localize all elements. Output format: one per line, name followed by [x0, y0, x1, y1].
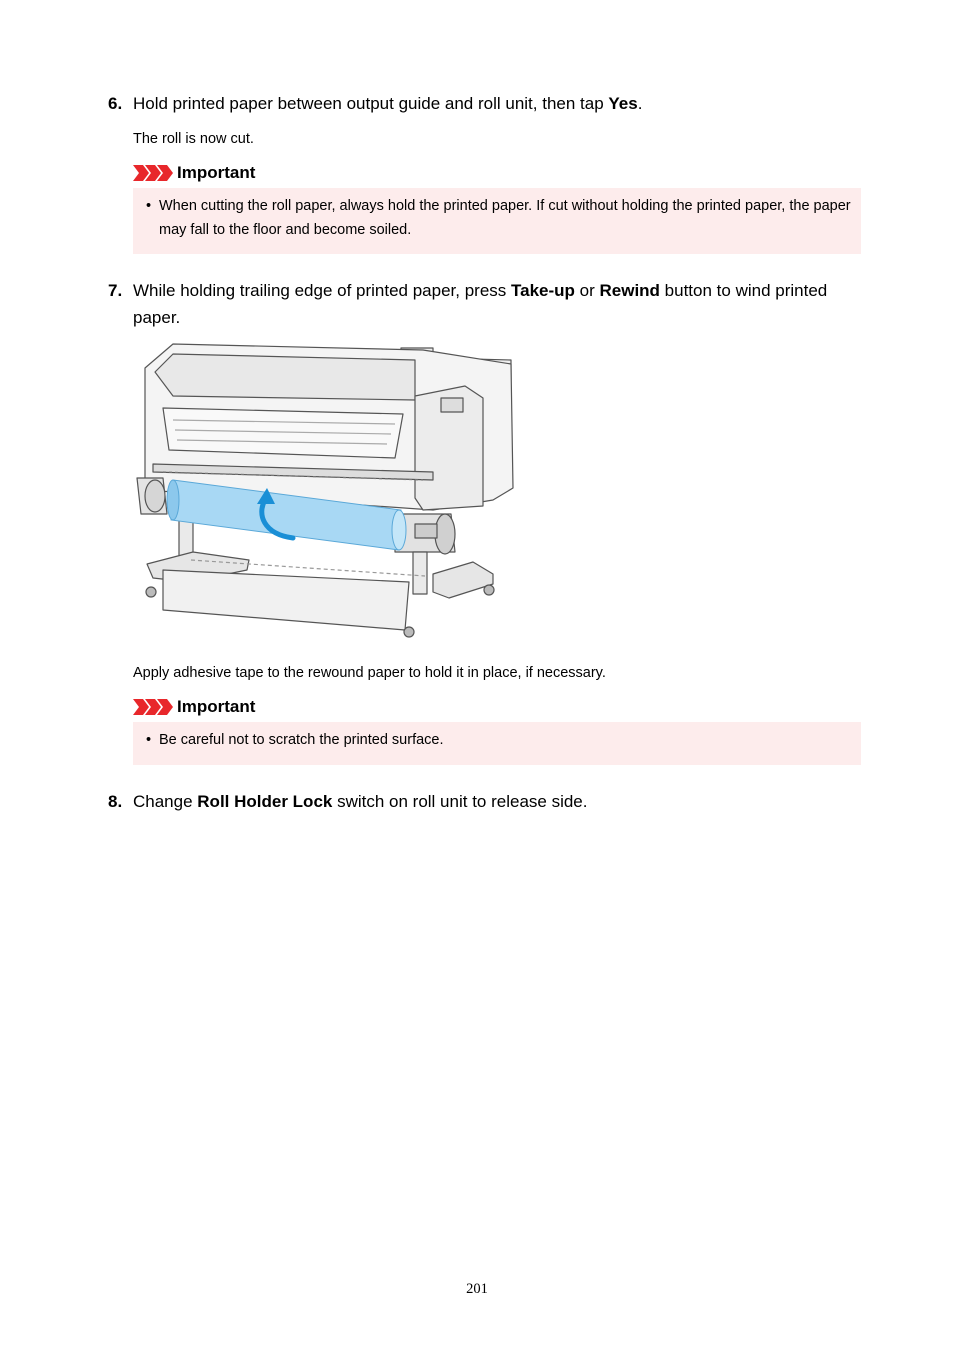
- important-chevrons-icon: [133, 699, 173, 715]
- important-chevrons-icon: [133, 165, 173, 181]
- step-number: 6.: [108, 94, 123, 113]
- step-8: [108, 788, 868, 815]
- important-item: • When cutting the roll paper, always hold the printed paper. If cut without holding the printed paper, the paper may fall to the floor and become soiled.: [159, 194, 853, 242]
- step-7: [108, 277, 868, 331]
- important-label: Important: [177, 697, 256, 716]
- step-6: [108, 90, 868, 117]
- printer-rewind-illustration: [133, 338, 519, 642]
- ui-term-take-up: Take-up: [511, 281, 575, 300]
- step-number: 7.: [108, 281, 123, 300]
- ui-term-yes: Yes: [608, 94, 638, 113]
- ui-term-roll-holder-lock: Roll Holder Lock: [197, 792, 333, 811]
- ui-term-rewind: Rewind: [599, 281, 660, 300]
- important-heading-2: [133, 696, 255, 718]
- step-6-note: The roll is now cut.: [133, 131, 254, 147]
- step-number: 8.: [108, 792, 123, 811]
- step-text: While holding trailing edge of printed paper, press Take-up or Rewind button to wind printed paper.: [133, 281, 828, 327]
- step-text: Change Roll Holder Lock switch on roll unit to release side.: [133, 792, 588, 811]
- step-text: Hold printed paper between output guide and roll unit, then tap Yes.: [133, 94, 643, 113]
- important-label: Important: [177, 163, 256, 182]
- step-7-note: Apply adhesive tape to the rewound paper to hold it in place, if necessary.: [133, 665, 606, 681]
- important-box-1: [133, 188, 861, 254]
- important-heading-1: [133, 162, 255, 184]
- page-number: 201: [466, 1281, 488, 1297]
- important-box-2: [133, 722, 861, 765]
- important-item: • Be careful not to scratch the printed surface.: [159, 728, 853, 752]
